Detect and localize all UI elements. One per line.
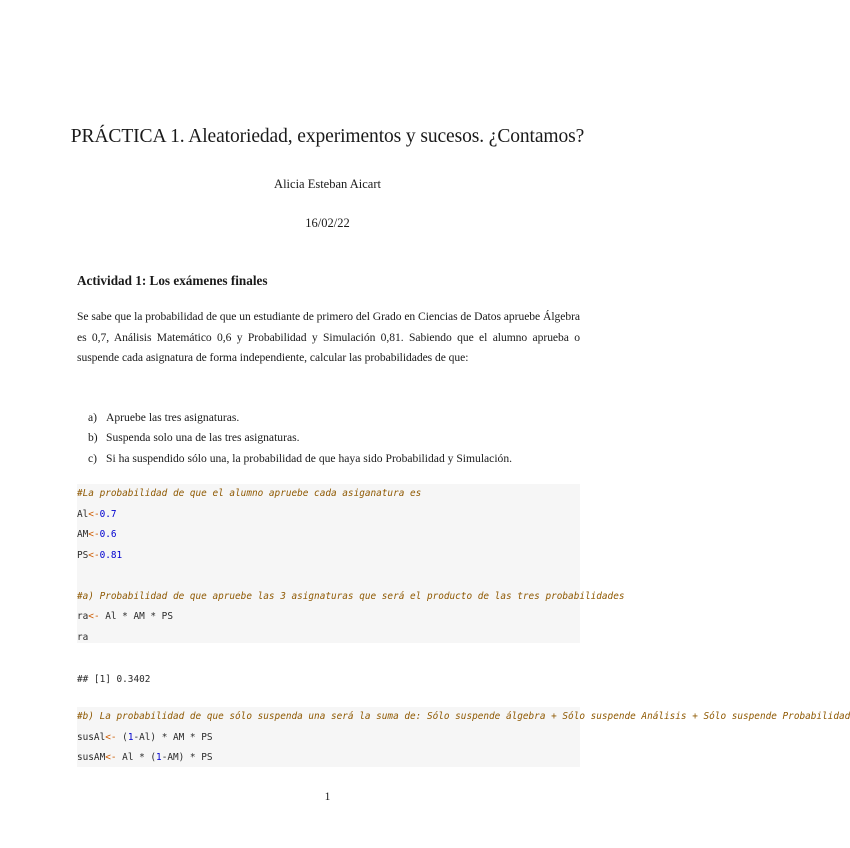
code-block-2 bbox=[77, 707, 850, 767]
code-variable: susAl bbox=[77, 731, 106, 743]
item-text: Suspenda solo una de las tres asignaturas. bbox=[106, 431, 300, 445]
code-output: ## [1] 0.3402 bbox=[77, 674, 151, 685]
code-line bbox=[77, 707, 850, 728]
code-line bbox=[77, 728, 580, 749]
code-expression: -Al) * AM * PS bbox=[133, 731, 213, 743]
code-variable: susAM bbox=[77, 752, 106, 763]
code-line bbox=[77, 587, 625, 608]
code-number: 0.6 bbox=[99, 529, 117, 540]
code-expression: Al * ( bbox=[116, 752, 157, 763]
code-comment: #La probabilidad de que el alumno apruebe cada asiganatura es bbox=[77, 488, 422, 499]
item-marker: a) bbox=[88, 411, 98, 424]
code-line bbox=[77, 484, 580, 505]
code-variable: ra bbox=[77, 631, 89, 643]
code-line bbox=[77, 525, 580, 546]
question-item-c bbox=[88, 449, 588, 469]
code-line bbox=[77, 607, 580, 628]
item-marker: c) bbox=[88, 451, 98, 465]
code-expression: -AM) * PS bbox=[161, 752, 213, 763]
code-comment: #b) La probabilidad de que sólo suspenda una será la suma de: Sólo suspende álgebra + Sólo suspende Análisis + Sólo suspende Probabilidad bbox=[77, 711, 850, 722]
document-date: 16/02/22 bbox=[305, 216, 350, 230]
item-text: Si ha suspendido sólo una, la probabilidad de que haya sido Probabilidad y Simulación. bbox=[106, 451, 513, 465]
code-operator: <- bbox=[88, 549, 100, 561]
item-marker: b) bbox=[88, 431, 98, 445]
item-text: Apruebe las tres asignaturas. bbox=[106, 411, 240, 424]
code-number: 1 bbox=[127, 731, 134, 743]
code-operator: <- bbox=[88, 611, 100, 622]
code-operator: <- bbox=[105, 731, 117, 743]
code-operator: <- bbox=[88, 508, 100, 520]
question-item-a bbox=[88, 408, 588, 428]
code-line bbox=[77, 748, 580, 769]
code-expression: Al * AM * PS bbox=[99, 611, 173, 622]
code-number: 1 bbox=[156, 752, 162, 763]
code-variable: AM bbox=[77, 529, 89, 540]
code-line bbox=[77, 505, 580, 526]
code-line bbox=[77, 546, 580, 567]
problem-statement: Se sabe que la probabilidad de que un estudiante de primero del Grado en Ciencias de Datos apruebe Álgebra es 0,7, Análisis Matemático 0,6 y Probabilidad y Simulación 0,81. Sabiendo que el alumno aprueba o suspende cada asignatura de forma independiente, calcular las probabilidades de que: bbox=[77, 310, 580, 365]
code-line bbox=[77, 628, 580, 649]
code-variable: ra bbox=[77, 611, 89, 622]
section-heading: Actividad 1: Los exámenes finales bbox=[77, 273, 268, 288]
code-variable: PS bbox=[77, 549, 89, 561]
document-author: Alicia Esteban Aicart bbox=[274, 177, 381, 191]
code-expression: ( bbox=[116, 731, 128, 743]
code-comment: #a) Probabilidad de que apruebe las 3 asignaturas que será el producto de las tres probabilidades bbox=[77, 590, 625, 602]
code-variable: Al bbox=[77, 508, 89, 520]
question-item-b bbox=[88, 428, 588, 448]
question-list bbox=[88, 408, 588, 469]
code-block-1 bbox=[77, 484, 625, 643]
page-number: 1 bbox=[324, 791, 331, 803]
code-blank-line bbox=[77, 566, 580, 587]
document-title: PRÁCTICA 1. Aleatoriedad, experimentos y sucesos. ¿Contamos? bbox=[70, 126, 585, 147]
code-operator: <- bbox=[105, 752, 117, 763]
code-number: 0.81 bbox=[99, 549, 123, 561]
code-number: 0.7 bbox=[99, 508, 117, 520]
code-operator: <- bbox=[88, 529, 100, 540]
